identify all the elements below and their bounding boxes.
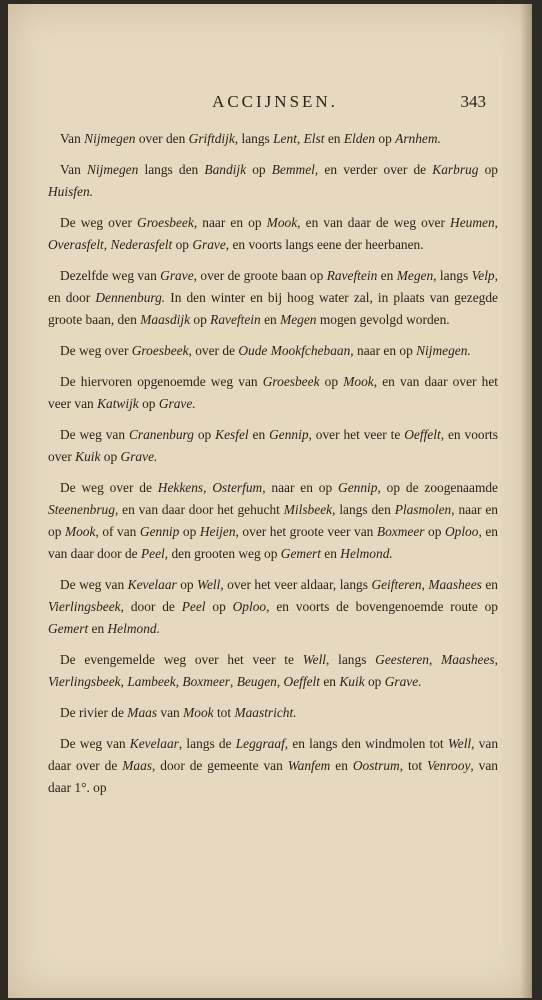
place-name: Steenenbrug: [48, 502, 115, 517]
text-run: , naar en op: [262, 480, 339, 495]
place-name: Helmond.: [107, 621, 160, 636]
place-name: Kesfel: [215, 427, 249, 442]
text-run: , van daar 1°. op: [48, 758, 498, 795]
place-name: Kuik: [339, 674, 365, 689]
running-title: ACCIJNSEN.: [212, 92, 338, 111]
place-name: Arnhem.: [395, 131, 441, 146]
place-name: Lambeek: [127, 674, 176, 689]
paragraph: [48, 212, 498, 256]
text-run: op: [319, 374, 344, 389]
text-run: De weg over: [60, 343, 132, 358]
paragraph: [48, 424, 498, 468]
text-run: De weg van: [60, 427, 129, 442]
text-run: op: [138, 396, 159, 411]
text-run: , en verder over de: [314, 162, 433, 177]
place-name: Velp: [471, 268, 495, 283]
place-name: Kevelaar: [129, 736, 179, 751]
place-name: Mook: [64, 524, 96, 539]
paragraph: [48, 265, 498, 331]
place-name: Elst: [303, 131, 325, 146]
place-name: Kuik: [75, 449, 101, 464]
book-page: [8, 4, 532, 998]
place-name: Geifteren: [371, 577, 422, 592]
body-text: [48, 128, 498, 808]
text-run: ,: [203, 480, 213, 495]
text-run: en: [481, 577, 498, 592]
text-run: , op de zoogenaamde: [377, 480, 499, 495]
text-run: , en van daar door het gehucht: [114, 502, 284, 517]
text-run: en: [248, 427, 270, 442]
text-run: op: [176, 577, 198, 592]
place-name: Milsbeek: [283, 502, 333, 517]
place-name: Kevelaar: [127, 577, 177, 592]
text-run: , en langs den windmolen tot: [284, 736, 448, 751]
place-name: Plasmolen: [394, 502, 452, 517]
paragraph: [48, 574, 498, 640]
text-run: , langs de: [178, 736, 236, 751]
text-run: , naar en op: [350, 343, 417, 358]
place-name: Oostrum: [352, 758, 400, 773]
text-run: , en van daar door de: [48, 524, 498, 561]
text-run: De hiervoren opgenoemde weg van: [60, 374, 263, 389]
place-name: Mook: [343, 374, 374, 389]
place-name: Mook: [266, 215, 298, 230]
place-name: Lent: [273, 131, 297, 146]
paragraph: [48, 733, 498, 799]
place-name: Beugen: [236, 674, 277, 689]
text-run: , naar en op: [193, 215, 267, 230]
text-run: en: [324, 131, 344, 146]
text-run: Van: [60, 131, 85, 146]
text-run: , over het groote veer van: [235, 524, 377, 539]
text-run: ,: [296, 131, 304, 146]
place-name: Raveftein: [326, 268, 378, 283]
text-run: en: [320, 546, 341, 561]
place-name: Maas: [122, 758, 152, 773]
place-name: Mook: [183, 705, 214, 720]
text-run: , en voorts langs eene der heerbanen.: [225, 237, 424, 252]
place-name: Peel: [140, 546, 165, 561]
place-name: Gennip: [139, 524, 180, 539]
text-run: op: [375, 131, 396, 146]
place-name: Well: [197, 577, 221, 592]
place-name: Maashees: [428, 577, 482, 592]
text-run: In den winter en bij hoog water zal, in plaats van gezegde groote baan, den: [48, 290, 498, 327]
text-run: op: [205, 599, 233, 614]
place-name: Oeffelt: [283, 674, 320, 689]
text-run: , over de: [188, 343, 239, 358]
place-name: Nijmegen.: [416, 343, 471, 358]
text-run: , of van: [95, 524, 140, 539]
page-edge-shadow: [520, 4, 532, 998]
text-run: , over de groote baan op: [193, 268, 327, 283]
text-run: , en van daar de weg over: [297, 215, 451, 230]
place-name: Nijmegen: [84, 131, 136, 146]
text-run: en: [330, 758, 353, 773]
text-run: , langs: [433, 268, 472, 283]
text-run: op: [478, 162, 498, 177]
text-run: De weg van: [60, 577, 128, 592]
place-name: Dennenburg.: [95, 290, 166, 305]
place-name: Hekkens: [157, 480, 204, 495]
text-run: op: [172, 237, 193, 252]
place-name: Huisfen.: [48, 184, 94, 199]
page-number: 343: [460, 92, 486, 111]
place-name: Grave.: [120, 449, 158, 464]
place-name: Nijmegen: [86, 162, 139, 177]
place-name: Gemert: [280, 546, 321, 561]
text-run: op: [190, 312, 211, 327]
place-name: Gennip: [269, 427, 309, 442]
place-name: Elden: [343, 131, 376, 146]
place-name: Grave.: [158, 396, 196, 411]
text-run: , en voorts over: [48, 427, 498, 464]
text-run: , over het veer te: [308, 427, 405, 442]
place-name: Venrooy: [427, 758, 471, 773]
text-run: van: [157, 705, 184, 720]
text-run: ,: [276, 674, 284, 689]
place-name: Geesteren: [375, 652, 429, 667]
place-name: Raveftein: [210, 312, 261, 327]
text-run: ,: [229, 674, 237, 689]
place-name: Grave: [192, 237, 226, 252]
place-name: Boxmeer: [182, 674, 230, 689]
place-name: Megen: [396, 268, 434, 283]
text-run: De weg over de: [60, 480, 158, 495]
place-name: Gennip: [338, 480, 378, 495]
place-name: Megen: [280, 312, 317, 327]
place-name: Bandijk: [204, 162, 247, 177]
place-name: Well: [302, 652, 327, 667]
place-name: Katwijk: [97, 396, 139, 411]
text-run: op: [193, 427, 216, 442]
text-run: , en van daar over het veer van: [48, 374, 498, 411]
text-run: De evengemelde weg over het veer te: [60, 652, 303, 667]
place-name: Cranenburg: [128, 427, 194, 442]
text-run: De weg over: [60, 215, 138, 230]
text-run: , naar en op: [48, 502, 499, 539]
paragraph: [48, 649, 498, 693]
place-name: Heijen: [199, 524, 236, 539]
place-name: Helmond.: [340, 546, 393, 561]
place-name: Boxmeer: [376, 524, 425, 539]
text-run: tot: [213, 705, 235, 720]
place-name: Bemmel: [271, 162, 315, 177]
place-name: Groesbeek: [137, 215, 194, 230]
text-run: , tot: [399, 758, 428, 773]
place-name: Peel: [181, 599, 206, 614]
place-name: Nederasfelt: [110, 237, 173, 252]
text-run: , langs: [234, 131, 274, 146]
place-name: Maas: [127, 705, 158, 720]
text-run: op: [424, 524, 445, 539]
text-run: Van: [60, 162, 87, 177]
text-run: Dezelfde weg van: [60, 268, 161, 283]
place-name: Heumen: [450, 215, 495, 230]
place-name: Oploo: [232, 599, 267, 614]
text-run: ,: [103, 237, 111, 252]
text-run: ,: [175, 674, 183, 689]
text-run: ,: [494, 652, 498, 667]
text-run: over den: [135, 131, 189, 146]
text-run: De weg van: [60, 736, 130, 751]
place-name: Vierlingsbeek: [48, 674, 121, 689]
text-run: , en door: [48, 268, 498, 305]
place-name: Groesbeek: [262, 374, 320, 389]
text-run: op: [100, 449, 121, 464]
paragraph: [48, 340, 498, 362]
text-run: , door de gemeente van: [151, 758, 288, 773]
text-run: langs den: [138, 162, 205, 177]
place-name: Oeffelt: [404, 427, 441, 442]
text-run: , den grooten weg op: [164, 546, 281, 561]
place-name: Griftdijk: [188, 131, 235, 146]
place-name: Overasfelt: [48, 237, 104, 252]
text-run: en: [377, 268, 397, 283]
text-run: , langs den: [332, 502, 395, 517]
text-run: op: [364, 674, 385, 689]
place-name: Karbrug: [432, 162, 479, 177]
place-name: Gemert: [48, 621, 89, 636]
text-run: ,: [494, 215, 499, 230]
paragraph: [48, 477, 498, 565]
text-run: mogen gevolgd worden.: [316, 312, 450, 327]
place-name: Wanfem: [287, 758, 331, 773]
text-run: en: [260, 312, 281, 327]
place-name: Grave.: [384, 674, 422, 689]
text-run: en: [320, 674, 340, 689]
page-header: [64, 92, 486, 114]
text-run: en: [88, 621, 108, 636]
text-run: ,: [421, 577, 429, 592]
place-name: Maasdijk: [140, 312, 191, 327]
place-name: Oploo: [444, 524, 479, 539]
text-run: , en voorts de bovengenoemde route op: [266, 599, 499, 614]
text-run: , door de: [120, 599, 182, 614]
text-run: op: [246, 162, 272, 177]
paragraph: [48, 159, 498, 203]
place-name: Maashees: [441, 652, 495, 667]
text-run: ,: [428, 652, 442, 667]
place-name: Groesbeek: [131, 343, 189, 358]
place-name: Grave: [160, 268, 194, 283]
place-name: Well: [447, 736, 472, 751]
text-run: ,: [120, 674, 128, 689]
paragraph: [48, 702, 498, 724]
text-run: De rivier de: [60, 705, 128, 720]
paragraph: [48, 371, 498, 415]
place-name: Maastricht.: [234, 705, 297, 720]
text-run: op: [179, 524, 200, 539]
paragraph: [48, 128, 498, 150]
place-name: Leggraaf: [235, 736, 285, 751]
text-run: , van daar over de: [48, 736, 499, 773]
text-run: , over het veer aldaar, langs: [220, 577, 372, 592]
text-run: , langs: [326, 652, 376, 667]
place-name: Oude Mookfchebaan: [238, 343, 351, 358]
place-name: Vierlingsbeek: [48, 599, 121, 614]
place-name: Osterfum: [212, 480, 263, 495]
